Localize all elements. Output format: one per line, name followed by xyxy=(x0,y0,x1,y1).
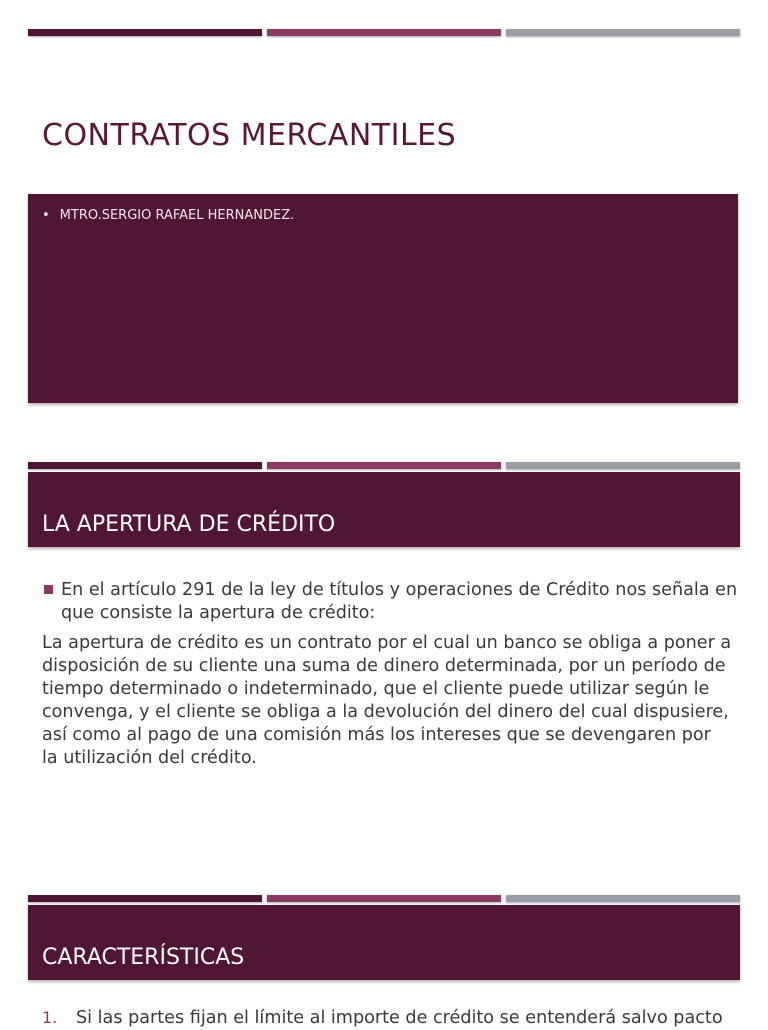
stripe-gray xyxy=(506,462,740,469)
stripe-dark xyxy=(28,29,262,36)
slide-title xyxy=(0,0,768,420)
author-name: MTRO.SERGIO RAFAEL HERNANDEZ. xyxy=(59,208,295,223)
square-bullet-icon xyxy=(44,585,53,594)
accent-stripes xyxy=(28,895,740,902)
section-title: LA APERTURA DE CRÉDITO xyxy=(42,512,336,537)
subtitle-box xyxy=(28,194,738,403)
accent-stripes xyxy=(28,462,740,469)
stripe-gray xyxy=(506,29,740,36)
stripe-mid xyxy=(267,462,501,469)
section-header xyxy=(28,472,740,547)
section-title: CARACTERÍSTICAS xyxy=(42,945,245,970)
list-item xyxy=(42,1006,742,1030)
stripe-mid xyxy=(267,29,501,36)
bullet-item xyxy=(42,579,741,625)
list-item-text: Si las partes fijan el límite al importe de crédito se entenderá salvo pacto xyxy=(76,1008,723,1028)
stripe-mid xyxy=(267,895,501,902)
subtitle-item xyxy=(42,208,294,223)
stripe-gray xyxy=(506,895,740,902)
definition-paragraph: La apertura de crédito es un contrato por el cual un banco se obliga a poner a disposición de su cliente una suma de dinero determinada, por un período de tiempo determinado o indeterminado, que el cliente puede utilizar según le convenga, y el cliente se obliga a la devolución del dinero del cual dispusiere, así como al pago de una comisión más los intereses que se devengaren por la utilización del crédito. xyxy=(42,633,732,768)
list-number: 1. xyxy=(42,1008,58,1027)
accent-stripes xyxy=(28,29,740,36)
stripe-dark xyxy=(28,462,262,469)
bullet-dot: • xyxy=(42,208,50,223)
presentation-title: CONTRATOS MERCANTILES xyxy=(42,118,457,153)
section-header xyxy=(28,905,740,980)
stripe-dark xyxy=(28,895,262,902)
bullet-text: En el artículo 291 de la ley de títulos y operaciones de Crédito nos señala en que consiste la apertura de crédito: xyxy=(61,580,738,623)
